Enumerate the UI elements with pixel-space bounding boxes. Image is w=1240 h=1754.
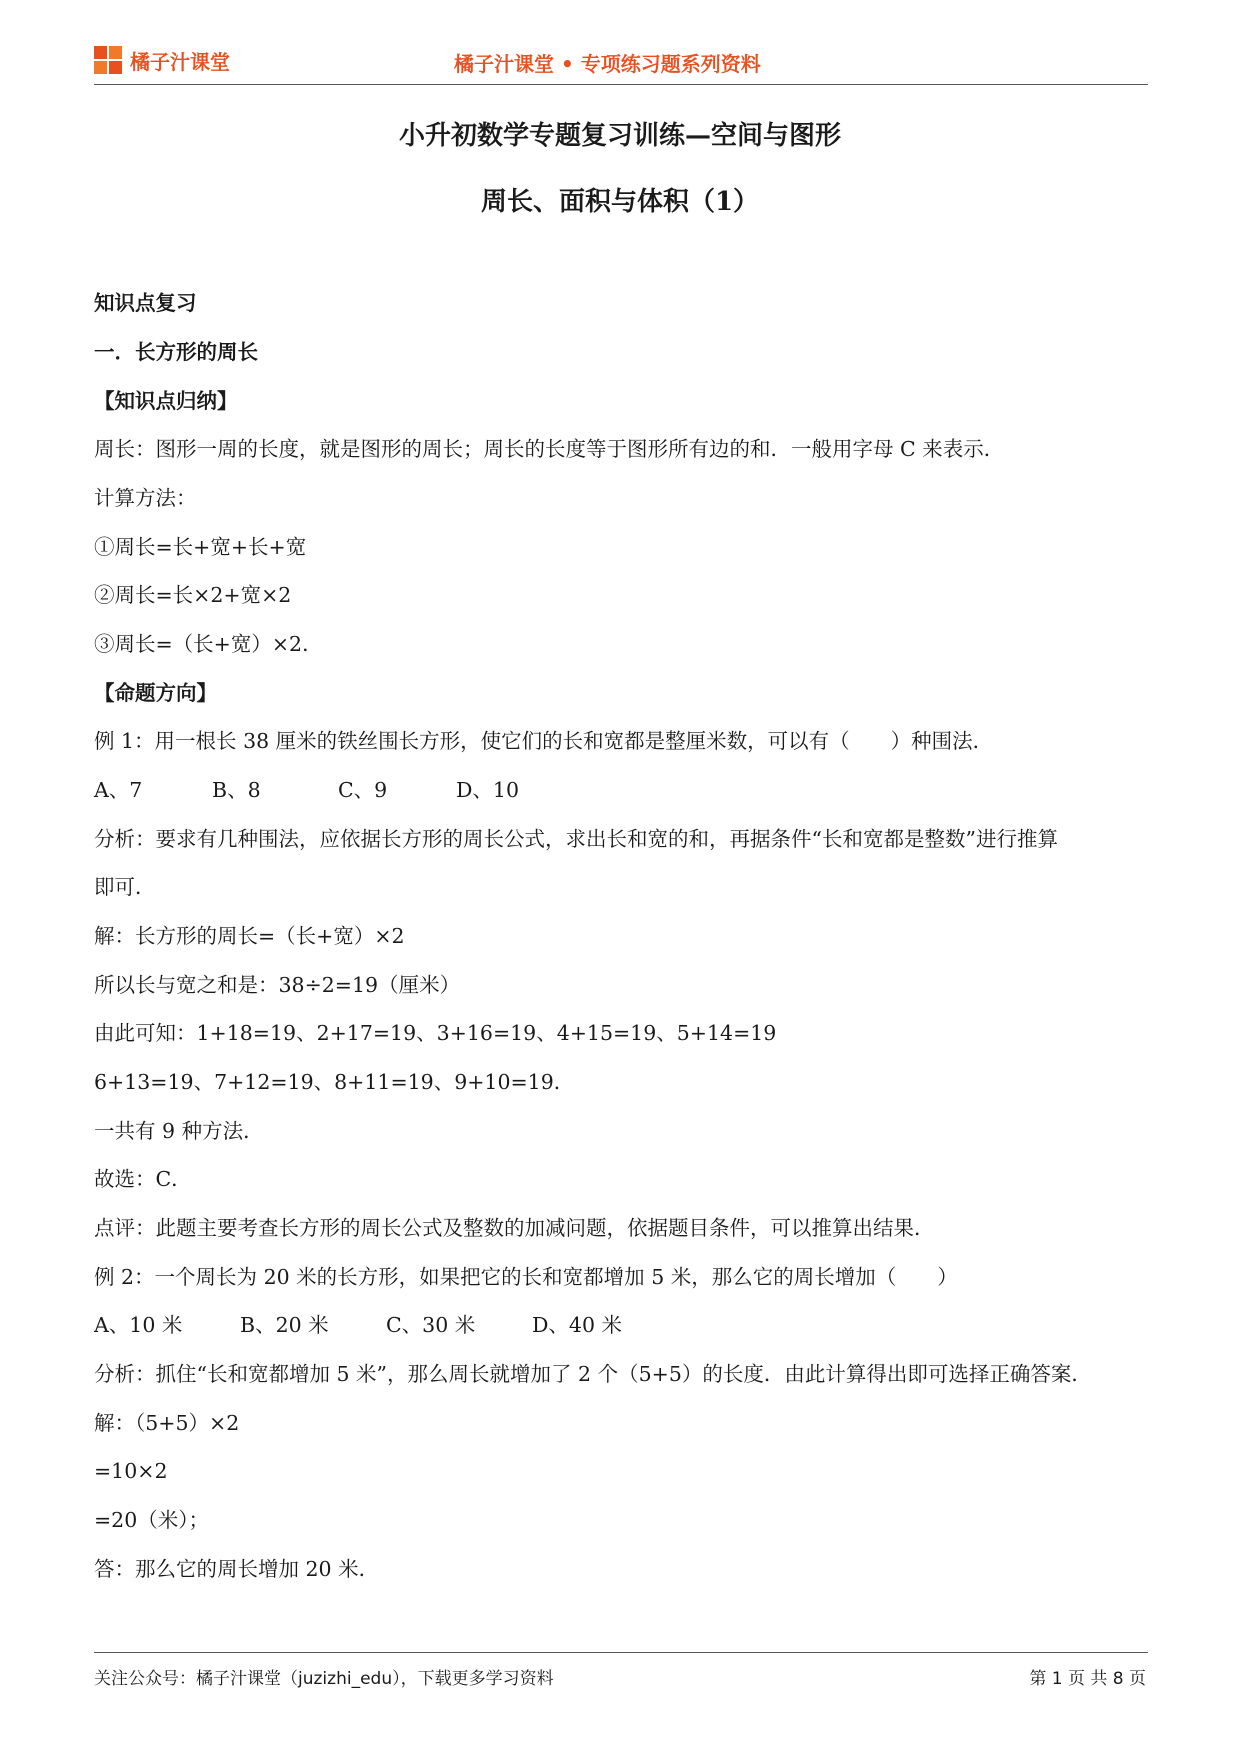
header-divider: [94, 84, 1148, 85]
method-label: 计算方法：: [94, 486, 197, 510]
option-b: B、8: [212, 778, 261, 802]
brand-name: 橘子汁课堂: [130, 50, 230, 74]
example-1-solution-1: 解：长方形的周长=（长+宽）×2: [94, 924, 405, 948]
example-1-solution-4: 6+13=19、7+12=19、8+11=19、9+10=19．: [94, 1070, 575, 1094]
footer-divider: [94, 1652, 1148, 1653]
knowledge-tag: 【知识点归纳】: [94, 389, 238, 413]
example-2-solution-1: 解：（5+5）×2: [94, 1411, 240, 1435]
example-1-analysis: 分析：要求有几种围法，应依据长方形的周长公式，求出长和宽的和，再据条件“长和宽都是整数”进行推算: [94, 827, 1058, 851]
example-1-analysis-cont: 即可．: [94, 875, 156, 899]
series-title: 橘子汁课堂 • 专项练习题系列资料: [454, 52, 761, 76]
definition-text: 周长：图形一周的长度，就是图形的周长；周长的长度等于图形所有边的和．一般用字母 C 来表示．: [94, 437, 1005, 461]
example-1-question: 例 1：用一根长 38 厘米的铁丝围长方形，使它们的长和宽都是整厘米数，可以有（ ）种围法．: [94, 729, 994, 753]
formula-3: ③周长=（长+宽）×2．: [94, 632, 323, 656]
option-c: C、9: [338, 778, 388, 802]
option-b: B、20 米: [240, 1313, 329, 1337]
option-d: D、10: [456, 778, 520, 802]
example-2-solution-3: =20（米）；: [94, 1508, 210, 1532]
section-label: 知识点复习: [94, 291, 197, 315]
example-2-answer: 答：那么它的周长增加 20 米．: [94, 1557, 380, 1581]
section-heading: 一．长方形的周长: [94, 340, 258, 364]
example-1-options: [94, 777, 519, 803]
example-1-comment: 点评：此题主要考查长方形的周长公式及整数的加减问题，依据题目条件，可以推算出结果．: [94, 1216, 935, 1240]
example-2-analysis: 分析：抓住“长和宽都增加 5 米”，那么周长就增加了 2 个（5+5）的长度．由此计算得出即可选择正确答案．: [94, 1362, 1092, 1386]
example-1-solution-5: 一共有 9 种方法．: [94, 1119, 264, 1143]
direction-tag: 【命题方向】: [94, 681, 217, 705]
formula-1: ①周长=长+宽+长+宽: [94, 535, 307, 559]
example-2-solution-2: =10×2: [94, 1459, 168, 1483]
footer-note: 关注公众号：橘子汁课堂（juzizhi_edu），下载更多学习资料: [94, 1669, 554, 1689]
example-2-question: 例 2：一个周长为 20 米的长方形，如果把它的长和宽都增加 5 米，那么它的周长增加（ ）: [94, 1265, 958, 1289]
brand-logo-icon: [94, 46, 124, 76]
option-c: C、30 米: [386, 1313, 476, 1337]
example-2-options: [94, 1312, 622, 1338]
example-1-solution-3: 由此可知：1+18=19、2+17=19、3+16=19、4+15=19、5+14=19: [94, 1021, 777, 1045]
document-subtitle: 周长、面积与体积（1）: [480, 187, 760, 217]
page-number: 第 1 页 共 8 页: [1029, 1669, 1146, 1689]
page-header: [94, 42, 1150, 82]
option-d: D、40 米: [532, 1313, 623, 1337]
example-1-solution-2: 所以长与宽之和是：38÷2=19（厘米）: [94, 973, 461, 997]
formula-2: ②周长=长×2+宽×2: [94, 583, 292, 607]
example-1-answer: 故选：C．: [94, 1167, 192, 1191]
option-a: A、10 米: [94, 1313, 183, 1337]
document-title: 小升初数学专题复习训练—空间与图形: [398, 121, 841, 151]
option-a: A、7: [94, 778, 143, 802]
